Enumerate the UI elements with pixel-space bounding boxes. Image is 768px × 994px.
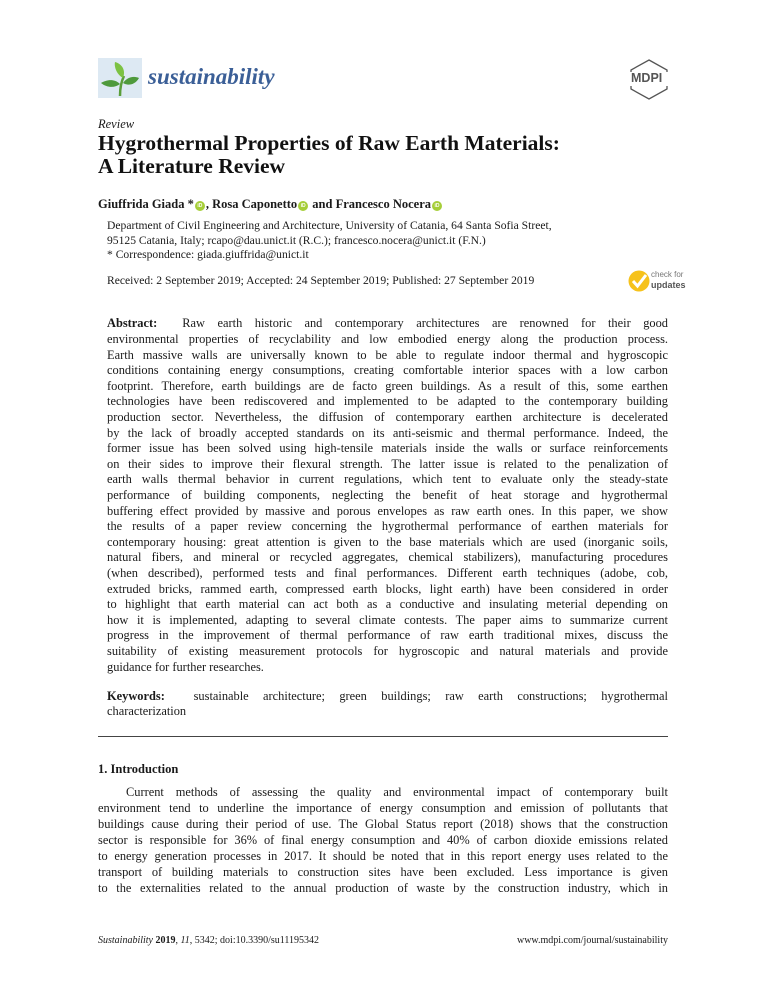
check-icon: [628, 270, 650, 292]
abstract-line: contemporary housing: great attention is given to the base materials which are used (inorganic soils,: [107, 534, 668, 549]
abstract-line: earth walls thermal behavior in current regulations, which tent to evaluate only the steady-state: [107, 472, 668, 487]
publisher-name: MDPI: [631, 71, 663, 85]
abstract-line: conditions containing energy consumptions, creating comfortable interior spaces with a low carbon: [107, 363, 668, 378]
orcid-icon[interactable]: iD: [298, 201, 308, 211]
paragraph-line: transport of building materials to construction sites have been excluded. Less importance is given: [98, 865, 668, 879]
section-heading: 1. Introduction: [98, 762, 179, 776]
abstract-line: progress in the improvement of thermal performance of raw earth traditional mixes, discuss the: [107, 628, 668, 643]
abstract-line: to highlight that earth material can act both as a conductive and insulating meterial depending on: [107, 597, 668, 612]
footer-doi: , 5342; doi:10.3390/su11195342: [189, 935, 320, 946]
journal-name: sustainability: [148, 64, 275, 89]
abstract-line: the results of a paper review concerning the hygrothermal performance of earthen materials for: [107, 519, 668, 534]
abstract-line: extruded bricks, rammed earth, compressed earth blocks, light earth) have been considered in order: [107, 581, 668, 596]
correspondence-line: * Correspondence: giada.giuffrida@unict.it: [107, 248, 309, 261]
keywords-text: sustainable architecture; green buildings; raw earth constructions; hygrothermal: [193, 689, 668, 703]
abstract-line: environmental properties of recyclability and low embodied energy along the production process.: [107, 332, 668, 346]
author-name[interactable]: and Francesco Nocera: [309, 197, 432, 211]
abstract-line: natural fibers, and mineral or recycled aggregates, chemical stabilizers), manufacturing procedures: [107, 550, 668, 565]
abstract-line: technologies have been rediscovered and implemented to be adapted to the contemporary building: [107, 394, 668, 409]
paragraph-line: environment tend to underline the importance of energy consumption and emission of pollutants that: [98, 801, 668, 815]
orcid-icon[interactable]: iD: [195, 201, 205, 211]
journal-logo: [98, 58, 142, 98]
publication-dates: Received: 2 September 2019; Accepted: 24 September 2019; Published: 27 September 2019: [107, 274, 535, 287]
author-list: [98, 196, 443, 212]
abstract-line: by the lack of broadly accepted standards on its anti-seismic and thermal performance. Indeed, the: [107, 425, 668, 440]
author-name[interactable]: , Rosa Caponetto: [205, 197, 298, 211]
article-type: Review: [98, 117, 135, 131]
publisher-logo: [628, 58, 670, 100]
paragraph-line: to energy generation processes in 2017. It should be noted that in this report energy uses related to the: [98, 849, 668, 863]
abstract-line: suitability of existing measurement protocols for hygroscopic and natural materials and provide: [107, 644, 668, 658]
article-title: [98, 132, 560, 178]
abstract-line: footprint. Therefore, earth buildings are de facto green buildings. As a result of this, some earthen: [107, 378, 668, 393]
abstract-line: performance of building components, neglecting the benefit of heat storage and hygrothermal: [107, 488, 668, 502]
corresponding-mark: *: [184, 197, 194, 211]
orcid-icon[interactable]: iD: [432, 201, 442, 211]
affiliation-line: Department of Civil Engineering and Architecture, University of Catania, 64 Santa Sofia Street,: [107, 219, 552, 232]
title-line: Hygrothermal Properties of Raw Earth Materials:: [98, 131, 560, 155]
keywords-line: characterization: [107, 704, 187, 718]
keywords-label: Keywords:: [107, 689, 165, 703]
section-divider: [98, 736, 668, 737]
paragraph-line: Current methods of assessing the quality and environmental impact of contemporary built: [126, 785, 668, 799]
footer-journal: Sustainability: [98, 935, 153, 946]
plant-leaves-icon: [98, 58, 142, 98]
updates-label: updates: [651, 280, 686, 290]
abstract-line: how it is implemented, adapting to several climate contests. The paper aims to summarize current: [107, 612, 668, 627]
journal-url-link[interactable]: www.mdpi.com/journal/sustainability: [516, 935, 668, 946]
abstract-line: Earth massive walls are universally known to be able to regulate indoor thermal and hygroscopic: [107, 347, 668, 362]
author-name[interactable]: Giuffrida Giada: [98, 197, 185, 211]
paragraph-line: sector is responsible for 36% of final energy consumption and 40% of carbon dioxide emissions related: [98, 833, 668, 847]
check-for-label: check for: [651, 270, 684, 279]
abstract-line: (when described), performed tests and final performances. Different earth techniques (adobe, cob,: [107, 566, 668, 580]
affiliation-line: 95125 Catania, Italy; rcapo@dau.unict.it (R.C.); francesco.nocera@unict.it (F.N.): [107, 234, 486, 247]
citation-footer: Sustainability 2019, 11, 5342; doi:10.3390/su11195342: [98, 935, 320, 946]
paragraph-line: buildings cause during their period of use. The Global Status report (2018) shows that the construction: [98, 817, 668, 831]
abstract-label: Abstract:: [107, 316, 158, 330]
abstract-line: production sector. Nevertheless, the diffusion of contemporary earthen architecture is decelerated: [107, 410, 668, 424]
abstract-line: on their sides to improve their flexural strength. The latter issue is related to the penalization of: [107, 456, 668, 471]
footer-volume: 11: [180, 935, 190, 946]
abstract-line: former issue has been solved using high-tensile materials inside the walls or surface reinforcements: [107, 441, 668, 456]
abstract-first-line: [107, 315, 668, 331]
paragraph-line: to the externalities related to the annual production of waste by the construction industry, which in: [98, 881, 668, 895]
title-line: A Literature Review: [98, 154, 286, 178]
abstract-text: Raw earth historic and contemporary architectures are renowned for their good: [182, 316, 668, 330]
footer-year: 2019: [155, 935, 176, 946]
check-for-updates-button[interactable]: [628, 268, 686, 294]
keywords-line: [107, 688, 668, 704]
abstract-line: guidance for further researches.: [107, 659, 264, 674]
abstract-line: buffering effect provided by massive and porous envelopes as raw earth ones. In this paper, we show: [107, 503, 668, 518]
